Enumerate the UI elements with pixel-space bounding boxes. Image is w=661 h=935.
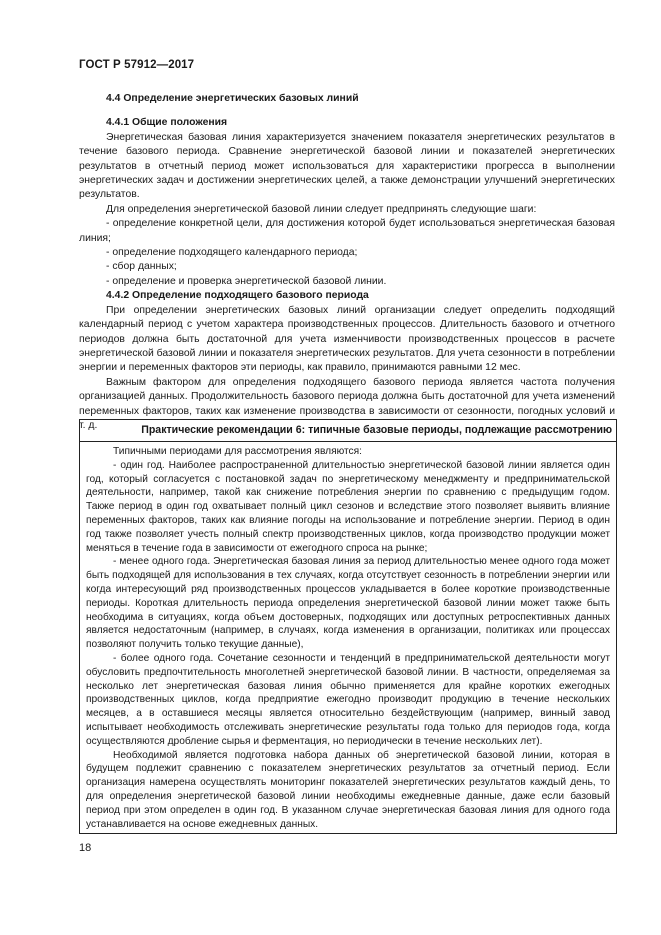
subsection-heading-general: 4.4.1 Общие положения [106, 117, 228, 129]
paragraph: Важным фактором для определения подходящего базового периода является частота получения организацией данных. Продолжительность базового периода должна быть достаточной для учета изменений переменных факторов, таких как изменение производства в зависимости от сезонности, погодных условий и т. д. [79, 376, 615, 431]
paragraph: Необходимой является подготовка набора данных об энергетической базовой линии, которая в будущем подлежит сравнению с показателем энергетических результатов за отчетный период. Если организация намерена осуществлять мониторинг показателей энергетических результатов каждый день, то для определения энергетической базовой линии необходимы ежедневные данные, даже если базовый период при этом определен в один год. В указанном случае энергетическая базовая линия для одного года устанавливается на основе ежедневных данных. [86, 749, 610, 830]
subsection-heading-base-period: 4.4.2 Определение подходящего базового периода [106, 290, 369, 302]
list-item: - более одного года. Сочетание сезонности и тенденций в предпринимательской деятельности могут обусловить предпочтительность многолетней энергетической базовой линии. В частности, определяемая за несколько лет энергетическая базовая линия обычно применяется для крайне коротких ежегодных производственных циклов, когда предприятие ежегодно производит продукцию в течение нескольких месяцев, а в оставшиеся месяцы является относительно бездействующим (например, винный завод испытывает необходимость отслеживать энергетические результаты года только для периодов года, когда осуществляются дробление сырья и ферментация, но периодически в течение нескольких лет). [86, 652, 610, 747]
list-item: - определение конкретной цели, для достижения которой будет использоваться энергетическая базовая линия; [79, 218, 615, 244]
document-header: ГОСТ Р 57912—2017 [79, 59, 195, 71]
paragraph: Типичными периодами для рассмотрения являются: [113, 446, 362, 457]
list-item: - определение и проверка энергетической базовой линии. [106, 275, 387, 287]
list-item: - определение подходящего календарного периода; [106, 247, 358, 259]
section-content [79, 92, 615, 433]
page-number: 18 [79, 842, 92, 854]
paragraph: При определении энергетических базовых линий организации следует определить подходящий календарный период с учетом характера производственных процессов. Длительность базового и отчетного периодов должна быть достаточной для учета изменчивости производственных процессов в расчете энергетической базовой линии и показателя энергетических результатов. Для учета сезонности в потреблении энергии и переменных факторов эти периоды, как правило, принимаются равными 12 мес. [79, 304, 615, 374]
recommendation-title: Практические рекомендации 6: типичные базовые периоды, подлежащие рассмотрению [80, 420, 616, 442]
section-heading: 4.4 Определение энергетических базовых линий [106, 93, 359, 104]
recommendation-body [80, 442, 616, 833]
paragraph: Энергетическая базовая линия характеризуется значением показателя энергетических результатов в течение базового периода. Сравнение энергетической базовой линии и показателей энергетических результатов в отчетный период может использоваться для характеристики прогресса в выполнении энергетических задач и достижении энергетических целей, а также демонстрации улучшений энергетических результатов. [79, 131, 615, 201]
list-item: - менее одного года. Энергетическая базовая линия за период длительностью менее одного года может быть подходящей для использования в тех случаях, когда отсутствует сезонность в потреблении энергии или когда интересующий ряд производственных процессов укладывается в более короткие производственные периоды. Короткая длительность периода определения энергетической базовой линии может также быть необходима в ситуациях, когда объем достоверных, подходящих или доступных ретроспективных данных является недостаточным (например, в случаях, когда изменения в организации, политиках или процессах позволяют получить только текущие данные), [86, 556, 610, 651]
list-item: - сбор данных; [106, 261, 177, 273]
paragraph: Для определения энергетической базовой линии следует предпринять следующие шаги: [106, 203, 537, 215]
list-item: - один год. Наиболее распространенной длительностью энергетической базовой линии является один год, который согласуется с постановкой задач по энергетическому менеджменту и предпринимательской деятельности, например, такой как снижение потребления энергии по сравнению с предыдущим годом. Также период в один год охватывает полный цикл сезонов и вследствие этого позволяет выявить влияние переменных факторов, таких как влияние погоды на использование и потребление энергии. Период в один год также позволяет учесть полный спектр производственных циклов, когда производство продукции может меняться в течение года в зависимости от ежегодного спроса на рынке; [86, 459, 610, 554]
recommendation-box [79, 419, 617, 834]
